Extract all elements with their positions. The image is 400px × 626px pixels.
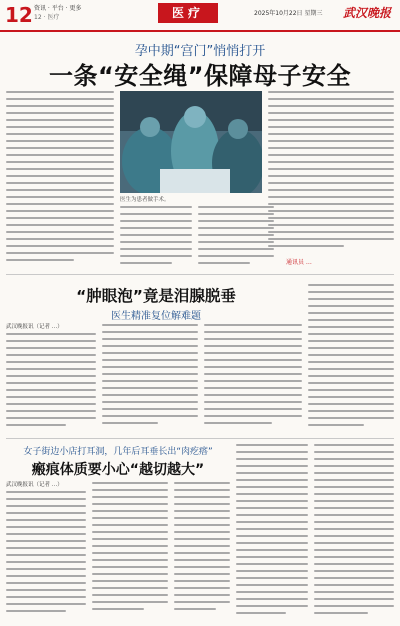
article2-body-col2	[102, 324, 198, 433]
article3-body-col3	[174, 482, 230, 621]
header-tag: 12 · 医疗	[34, 14, 60, 21]
article1-body-col3	[198, 206, 274, 267]
section-divider	[6, 438, 394, 439]
article3-body-col5	[314, 444, 394, 621]
article1-body-col2	[120, 206, 192, 267]
article1-byline: 通讯员 …	[286, 259, 312, 266]
page-header	[0, 0, 400, 32]
article1-body-col1	[6, 91, 114, 267]
article2-subhead: 医生精准复位解难题	[111, 311, 201, 322]
article3-kicker: 女子街边小店打耳洞，几年后耳垂长出“肉疙瘩”	[23, 447, 213, 457]
section-badge: 医疗	[158, 3, 218, 23]
article2-body-col4	[308, 284, 394, 433]
page-number: 12	[5, 3, 33, 27]
header-menu: 资讯 · 平台 · 更多	[34, 5, 82, 12]
article3-body-col1	[6, 491, 86, 621]
article2-body-col1	[6, 333, 96, 433]
article2-body-col3	[204, 324, 302, 433]
article3-body-col4	[236, 444, 308, 621]
photo-caption: 医生为患者做手术。	[120, 197, 170, 203]
article2-headline: “肿眼泡”竟是泪腺脱垂	[76, 287, 236, 305]
masthead-logo: 武汉晚报	[343, 6, 392, 20]
article2-intro: 武汉晚报讯（记者 …）	[6, 324, 63, 330]
article3-headline: 瘢痕体质要小心“越切越大”	[31, 462, 205, 478]
article1-body-col4	[268, 91, 394, 253]
header-date: 2025年10月22日 星期三	[254, 10, 323, 17]
article1-headline: 一条“安全绳”保障母子安全	[48, 62, 352, 90]
surgery-photo	[120, 91, 262, 193]
article1-kicker: 孕中期“宫门”悄悄打开	[134, 44, 266, 59]
section-divider	[6, 274, 394, 275]
article3-body-col2	[92, 482, 168, 621]
article3-intro: 武汉晚报讯（记者 …）	[6, 482, 63, 488]
